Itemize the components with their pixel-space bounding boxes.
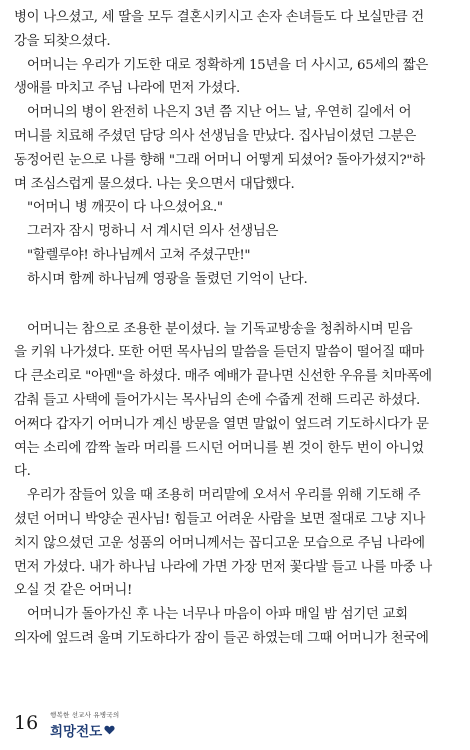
text-line: 여는 소리에 깜짝 놀라 머리를 드시던 어머니를 뵌 것이 한두 번이 아니었 xyxy=(14,440,424,456)
text-line: 어머니는 우리가 기도한 대로 정확하게 15년을 더 사시고, 65세의 짧은 xyxy=(27,57,428,73)
text-line: 병이 나으셨고, 세 딸을 모두 결혼시키시고 손자 손녀들도 다 보실만큼 건 xyxy=(14,10,424,25)
text-line: 어머니의 병이 완전히 나은지 3년 쯤 지난 어느 날, 우연히 길에서 어 xyxy=(27,105,412,121)
text-block-1 xyxy=(14,6,458,292)
book-title-row xyxy=(50,720,170,740)
text-line: 감춰 들고 사택에 들어가시는 목사님의 손에 수줍게 전해 드리곤 하셨다. xyxy=(14,392,420,408)
text-line: 며 조심스럽게 물으셨다. 나는 웃으면서 대답했다. xyxy=(14,176,295,192)
text-line: 치지 않으셨던 고운 성품의 어머니께서는 꼽디고운 모습으로 주님 나라에 xyxy=(14,535,425,551)
text-line: 다. xyxy=(14,464,31,480)
text-line: 을 키워 나가셨다. 또한 어떤 목사님의 말씀을 듣던지 말씀이 떨어질 때마 xyxy=(14,345,424,361)
text-line: 의자에 엎드려 울며 기도하다가 잠이 들곤 하였는데 그때 어머니가 천국에 xyxy=(14,630,429,646)
text-line: 우리가 잠들어 있을 때 조용히 머리맡에 오셔서 우리를 위해 기도해 주 xyxy=(27,488,421,504)
text-line: 생애를 마치고 주님 나라에 먼저 가셨다. xyxy=(14,81,240,97)
text-line: 하시며 함께 하나님께 영광을 돌렸던 기억이 난다. xyxy=(27,271,308,287)
text-line: 동정어린 눈으로 나를 향해 "그래 어머니 어떻게 되셨어? 돌아가셨지?"하 xyxy=(14,152,425,168)
heart-icon xyxy=(104,725,115,735)
text-line: 머니를 치료해 주셨던 담당 의사 선생님을 만났다. 집사님이셨던 그분은 xyxy=(14,128,417,144)
book-subtitle: 행복한 선교사 유병국의 xyxy=(50,711,120,719)
section-gap xyxy=(14,292,458,318)
body-text xyxy=(14,6,458,651)
text-line: 다 큰소리로 "아멘"을 하셨다. 매주 예배가 끝나면 신선한 우유를 치마폭에 xyxy=(14,369,432,385)
text-line: "어머니 병 깨끗이 다 나으셨어요." xyxy=(27,200,223,216)
text-line: 어쩌다 갑자기 어머니가 계신 방문을 열면 말없이 엎드려 기도하시다가 문 xyxy=(14,416,429,432)
text-line: 오실 것 같은 어머니! xyxy=(14,583,133,599)
text-line: 그러자 잠시 멍하니 서 계시던 의사 선생님은 xyxy=(27,224,279,240)
text-line: "할렐루야! 하나님께서 고쳐 주셨구만!" xyxy=(27,247,251,263)
book-title-logo xyxy=(50,710,170,740)
book-title: 희망전도 xyxy=(50,724,103,740)
text-line: 강을 되찾으셨다. xyxy=(14,33,111,49)
text-line: 먼저 가셨다. 내가 하나님 나라에 가면 가장 먼저 꽃다발 들고 나를 마중 나 xyxy=(14,559,432,575)
text-block-2 xyxy=(14,318,458,651)
text-line: 어머니가 돌아가신 후 나는 너무나 마음이 아파 매일 밤 섬기던 교회 xyxy=(27,607,408,623)
text-line: 셨던 어머니 박양순 권사님! 힘들고 어려운 사람을 보면 절대로 그냥 지나 xyxy=(14,511,426,527)
page-number: 16 xyxy=(14,712,39,734)
text-line: 어머니는 참으로 조용한 분이셨다. 늘 기독교방송을 청취하시며 믿음 xyxy=(27,321,413,337)
